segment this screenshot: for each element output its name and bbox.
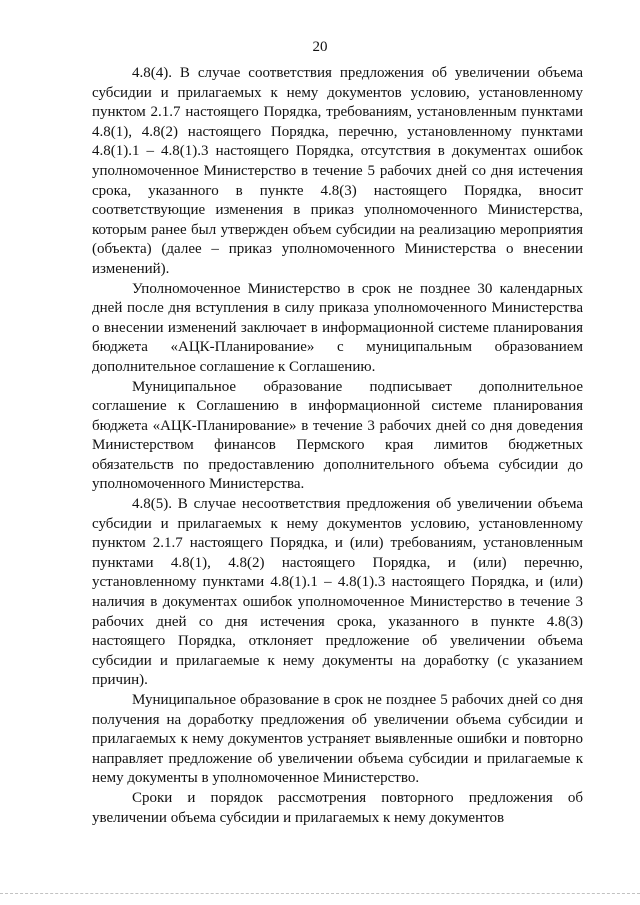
- paragraph-4-8-5: 4.8(5). В случае несоответствия предложения об увеличении объема субсидии и прилагаемых к нему документов условию, установленному пунктом 2.1.7 настоящего Порядка, и (или) требованиям, установленным пунктами 4.8(1), 4.8(2) настоящего Порядка, и (или) перечню, установленному пунктами 4.8(1).1 – 4.8(1).3 настоящего Порядка, и (или) наличия в документах ошибок уполномоченное Министерство в течение 3 рабочих дней со дня истечения срока, указанного в пункте 4.8(3) настоящего Порядка, отклоняет предложение об увеличении объема субсидии и прилагаемые к нему документы на доработку (с указанием причин).: [92, 496, 583, 689]
- scan-artifact-line: [0, 893, 640, 894]
- page-number: 20: [312, 39, 328, 55]
- paragraph-additional-agreement: Уполномоченное Министерство в срок не позднее 30 календарных дней после дня вступления в силу приказа уполномоченного Министерства о внесении изменений заключает в информационной системе планирования бюджета «АЦК-Планирование» с муниципальным образованием дополнительное соглашение к Соглашению.: [92, 280, 583, 375]
- paragraph-resubmission: Муниципальное образование в срок не позднее 5 рабочих дней со дня получения на доработку предложения об увеличении объема субсидии и прилагаемых к нему документов устраняет выявленные ошибки и повторно направляет предложение об увеличении объема субсидии и прилагаемые к нему документы в уполномоченное Министерство.: [92, 692, 583, 787]
- paragraph-review-terms: Сроки и порядок рассмотрения повторного предложения об увеличении объема субсидии и прилагаемых к нему документов: [92, 789, 583, 826]
- document-body: [92, 64, 583, 828]
- paragraph-municipality-signs: Муниципальное образование подписывает дополнительное соглашение к Соглашению в информационной системе планирования бюджета «АЦК-Планирование» в течение 3 рабочих дней со дня доведения Министерством финансов Пермского края лимитов бюджетных обязательств по предоставлению дополнительного объема субсидии до уполномоченного Министерства.: [92, 378, 583, 493]
- paragraph-4-8-4: 4.8(4). В случае соответствия предложения об увеличении объема субсидии и прилагаемых к нему документов условию, установленному пунктом 2.1.7 настоящего Порядка, требованиям, установленным пунктами 4.8(1), 4.8(2) настоящего Порядка, перечню, установленному пунктами 4.8(1).1 – 4.8(1).3 настоящего Порядка, отсутствия в документах ошибок уполномоченное Министерство в течение 5 рабочих дней со дня истечения срока, указанного в пункте 4.8(3) настоящего Порядка, вносит соответствующие изменения в приказ уполномоченного Министерства, которым ранее был утвержден объем субсидии на реализацию мероприятия (объекта) (далее – приказ уполномоченного Министерства о внесении изменений).: [92, 65, 583, 277]
